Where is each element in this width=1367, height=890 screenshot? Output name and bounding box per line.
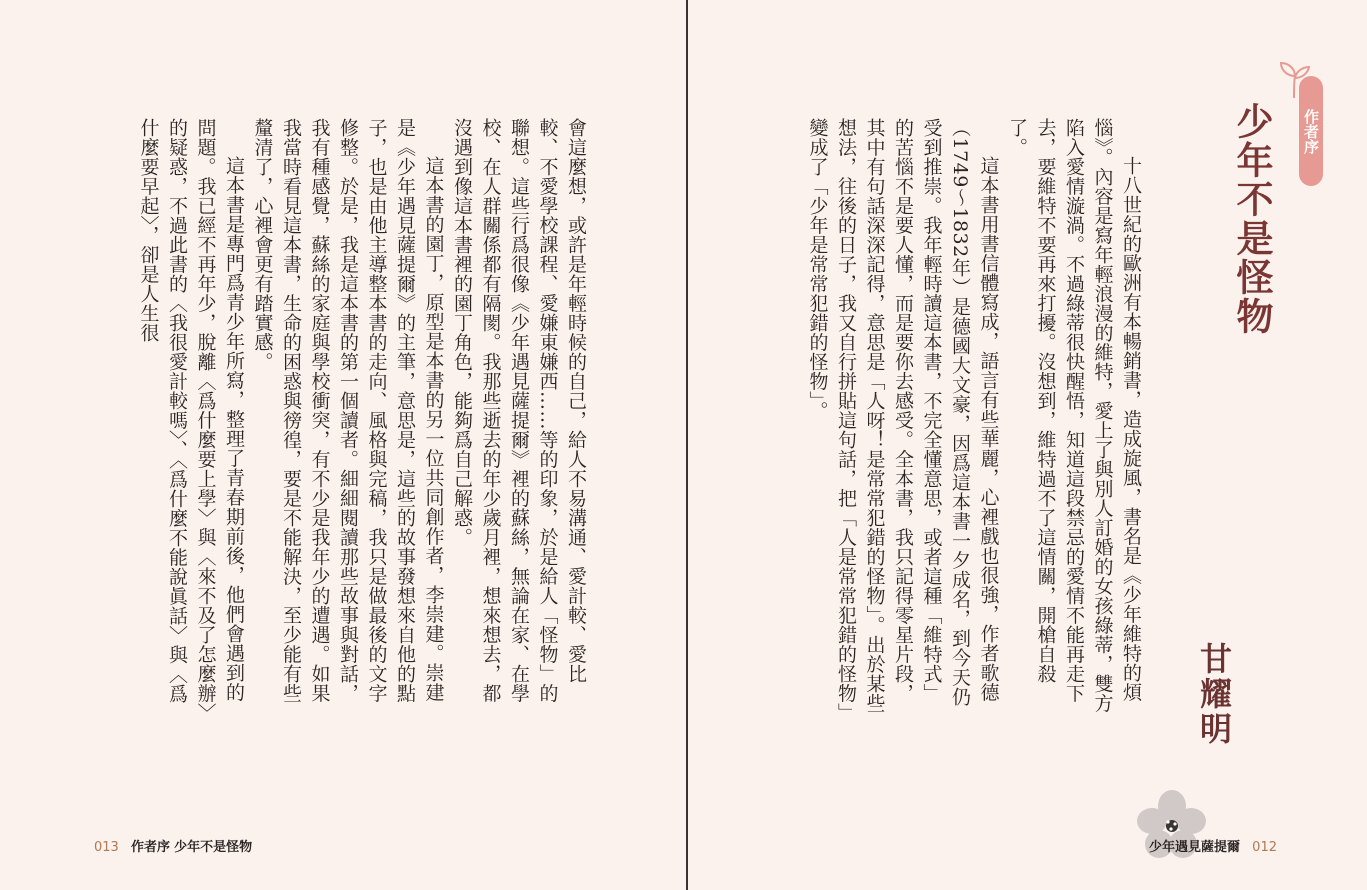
left-paragraph-3: 這本書是專門爲青少年所寫，整理了青春期前後，他們會遇到的問題。我已經不再年少，脫離〈爲什麼要上學〉與〈來不及了怎麼辦〉的疑惑，不過此書的〈我很愛計較嗎〉、〈爲什麼不能說眞話〉與〈爲什麼要早起〉，卻是人生很 bbox=[137, 118, 245, 713]
left-body-text bbox=[90, 118, 590, 718]
right-paragraph-2: 這本書用書信體寫成，語言有些華麗，心裡戲也很強，作者歌德（1749～1832年）是德國大文豪，因爲這本書一夕成名，到今天仍受到推崇。我年輕時讀這本書，不完全懂意思，或者這種「維特式」的苦惱不是要人懂，而是要你去感受。全本書，我只記得零星片段，其中有句話深深記得，意思是「人呀！是常常犯錯的怪物」。出於某些想法，往後的日子，我又自行拼貼這句話，把「人是常常犯錯的怪物」變成了「少年是常常犯錯的怪物」。 bbox=[806, 118, 1000, 713]
right-body-text bbox=[795, 118, 1145, 718]
right-folio bbox=[1149, 836, 1285, 855]
right-page-number: 012 bbox=[1252, 840, 1277, 855]
left-page-number: 013 bbox=[94, 840, 119, 855]
preface-badge: 作者序 bbox=[1299, 76, 1323, 186]
left-folio-section: 作者序 bbox=[130, 840, 170, 855]
right-page bbox=[688, 0, 1367, 890]
page-title: 少年不是怪物 bbox=[1230, 102, 1274, 336]
right-folio-title: 少年遇見薩提爾 bbox=[1149, 840, 1241, 855]
left-folio bbox=[86, 836, 252, 855]
right-paragraph-1: 十八世紀的歐洲有本暢銷書，造成旋風，書名是《少年維特的煩惱》。內容是寫年輕浪漫的維特，愛上了與別人訂婚的女孩綠蒂，雙方陷入愛情漩渦。不過綠蒂很快醒悟，知道這段禁忌的愛情不能再走下去，要維特不要再來打擾。沒想到，維特過不了這情關，開槍自殺了。 bbox=[1006, 118, 1142, 713]
author-name: 甘耀明 bbox=[1195, 642, 1233, 747]
left-paragraph-2: 這本書的園丁，原型是本書的另一位共同創作者，李崇建。崇建是《少年遇見薩提爾》的主筆，意思是，這些的故事發想來自他的點子，也是由他主導整本書的走向、風格與完稿，我只是做最後的文字修整。於是，我是這本書的第一個讀者。細細閱讀那些故事與對話，我有種感覺，蘇絲的家庭與學校衝突，有不少是我年少的遭遇。如果我當時看見這本書，生命的困惑與徬徨，要是不能解決，至少能有些釐清了，心裡會更有踏實感。 bbox=[251, 118, 445, 703]
left-paragraph-1: 會這麼想，或許是年輕時候的自己，給人不易溝通、愛計較、愛比較、不愛學校課程、愛嫌東嫌西……等的印象，於是給人「怪物」的聯想。這些行爲很像《少年遇見薩提爾》裡的蘇絲，無論在家、在學校、在人群關係都有隔閡。我那些逝去的年少歲月裡，想來想去，都沒遇到像這本書裡的園丁角色，能夠爲自己解惑。 bbox=[451, 118, 587, 703]
left-folio-title: 少年不是怪物 bbox=[174, 840, 253, 855]
